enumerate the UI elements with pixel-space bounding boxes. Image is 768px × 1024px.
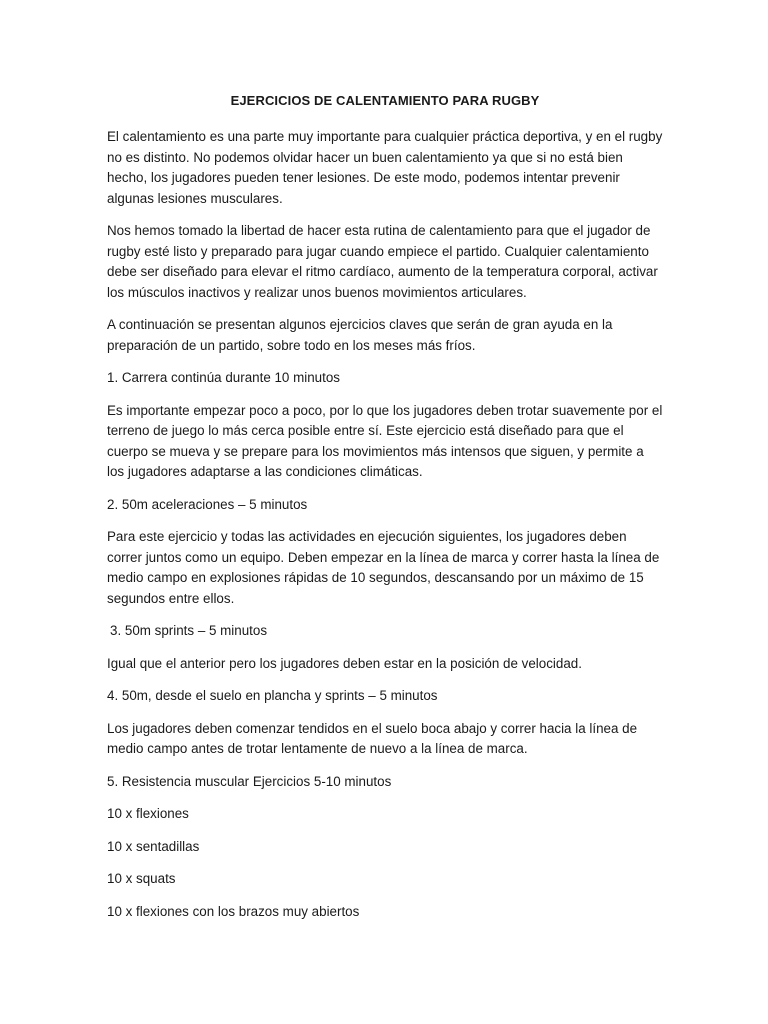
exercise-heading-4: 4. 50m, desde el suelo en plancha y sprints – 5 minutos	[107, 688, 438, 703]
exercise-heading-1: 1. Carrera continúa durante 10 minutos	[107, 370, 340, 385]
paragraph-exercise-3: Igual que el anterior pero los jugadores deben estar en la posición de velocidad.	[107, 655, 582, 671]
paragraph-exercises-intro: A continuación se presentan algunos ejercicios claves que serán de gran ayuda en la preparación de un partido, sobre todo en los meses más fríos.	[107, 317, 613, 353]
paragraph-routine: Nos hemos tomado la libertad de hacer esta rutina de calentamiento para que el jugador de rugby esté listo y preparado para jugar cuando empiece el partido. Cualquier calentamiento debe ser diseñado para elevar el ritmo cardíaco, aumento de la temperatura corporal, activar los músculos inactivos y realizar unos buenos movimientos articulares.	[107, 223, 658, 300]
document-title: EJERCICIOS DE CALENTAMIENTO PARA RUGBY	[230, 93, 540, 108]
list-item: 10 x sentadillas	[107, 838, 200, 854]
paragraph-intro: El calentamiento es una parte muy importante para cualquier práctica deportiva, y en el rugby no es distinto. No podemos olvidar hacer un buen calentamiento ya que si no está bien hecho, los jugadores pueden tener lesiones. De este modo, podemos intentar prevenir algunas lesiones musculares.	[107, 129, 663, 206]
exercise-heading-5: 5. Resistencia muscular Ejercicios 5-10 minutos	[107, 773, 392, 789]
list-item: 10 x flexiones con los brazos muy abiertos	[107, 903, 360, 919]
list-item: 10 x squats	[107, 871, 176, 886]
paragraph-exercise-2: Para este ejercicio y todas las actividades en ejecución siguientes, los jugadores deben correr juntos como un equipo. Deben empezar en la línea de marca y correr hasta la línea de medio campo en explosiones rápidas de 10 segundos, descansando por un máximo de 15 segundos entre ellos.	[107, 529, 660, 606]
list-item: 10 x flexiones	[107, 806, 189, 821]
exercise-heading-3: 3. 50m sprints – 5 minutos	[110, 623, 268, 638]
paragraph-exercise-4: Los jugadores deben comenzar tendidos en el suelo boca abajo y correr hacia la línea de medio campo antes de trotar lentamente de nuevo a la línea de marca.	[107, 720, 638, 756]
exercise-heading-2: 2. 50m aceleraciones – 5 minutos	[107, 496, 308, 512]
paragraph-exercise-1: Es importante empezar poco a poco, por lo que los jugadores deben trotar suavemente por el terreno de juego lo más cerca posible entre sí. Este ejercicio está diseñado para que el cuerpo se mueva y se prepare para los movimientos más intensos que siguen, y permite a los jugadores adaptarse a las condiciones climáticas.	[107, 402, 663, 479]
document-body	[107, 92, 663, 934]
